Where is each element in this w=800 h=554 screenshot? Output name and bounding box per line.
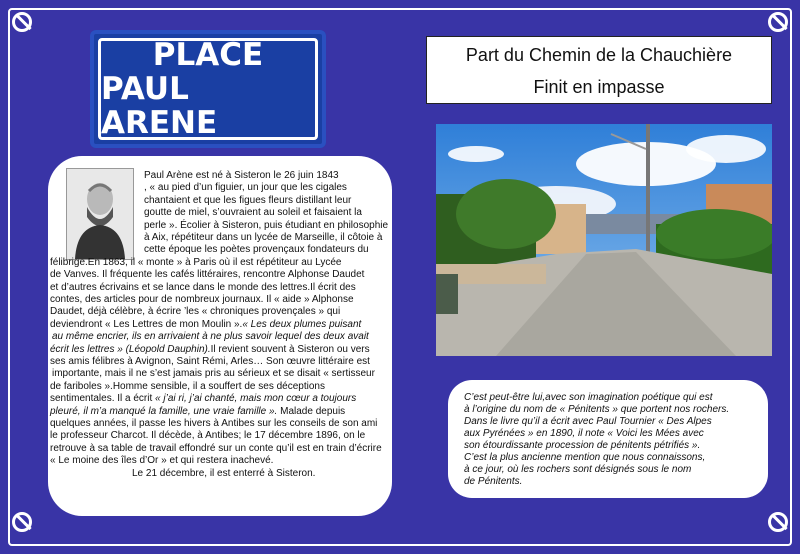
street-sign	[90, 30, 326, 148]
bio-line: importante, mais il ne s’est jamais pris au sérieux et se disait « sertisseur	[52, 368, 375, 380]
biography-panel	[48, 156, 392, 516]
header-line2: Finit en impasse	[533, 77, 665, 97]
bio-line: contes, des articles pour de nombreux journaux. Il « aide » Alphonse	[50, 294, 354, 305]
bio-line: perle ». Écolier à Sisteron, puis étudiant en philosophie	[144, 219, 389, 231]
bio-line: félibrige.En 1863, il « monte » à Paris où il est répétiteur au Lycée	[50, 256, 342, 268]
screw-icon	[12, 12, 32, 32]
bio-line: de Vanves. Il fréquente les cafés littéraires, rencontre Alphonse Daudet	[50, 269, 365, 281]
quote-line: de Pénitents.	[464, 476, 523, 487]
bio-line: ses amis félibres à Avignon, Saint Rémi, Arles… Son œuvre littéraire est	[50, 356, 370, 367]
quote-line: à l’origine du nom de « Pénitents » que portent nos rochers.	[464, 404, 730, 415]
bio-line: Le 21 décembre, il est enterré à Sisteron.	[132, 467, 316, 479]
bio-quote: « Les deux plumes puisant	[242, 318, 362, 330]
screw-icon	[12, 512, 32, 532]
quote-panel	[448, 380, 768, 498]
bio-line: , « au pied d’un figuier, un jour que les cigales	[144, 182, 347, 194]
bio-line: Il revient souvent à Sisteron ou vers	[210, 343, 370, 355]
bio-line: cette époque les poètes provençaux fondateurs du	[144, 244, 369, 256]
quote-line: Dans le livre qu’il a écrit avec Paul Tournier « Des Alpes	[464, 416, 712, 427]
bio-line: Malade depuis	[277, 405, 346, 417]
bio-line: deviendront « Les Lettres de mon Moulin ».	[50, 318, 243, 330]
street-photo	[436, 124, 772, 356]
bio-quote: au même encrier, ils en arrivaient à ne plus savoir lequel des deux avait	[52, 331, 369, 343]
street-photo-image	[436, 124, 772, 356]
bio-quote: écrit les lettres » (Léopold Dauphin).	[50, 343, 211, 355]
bio-quote: « j’ai ri, j’ai chanté, mais mon cœur a toujours	[155, 393, 357, 405]
bio-line: de fariboles ».Homme sensible, il a souffert de ses déceptions	[50, 380, 325, 392]
street-sign-line2: PAUL ARENE	[101, 71, 218, 141]
quote-line: C’est la plus ancienne mention que nous connaissons,	[464, 452, 706, 463]
quote-line: C’est peut-être lui,avec son imagination poétique qui est	[464, 392, 713, 403]
header-line1: Part du Chemin de la Chauchière	[465, 45, 733, 65]
bio-line: et d’autres écrivains et se lance dans le monde des lettres.Il écrit des	[50, 281, 356, 293]
street-sign-line1: PLACE	[152, 37, 264, 73]
quote-line: aux Pyrénées » en 1890, il note « Voici les Mées avec	[464, 428, 704, 439]
bio-line: « Le moine des îles d’Or » et qui restera inachevé.	[50, 455, 274, 467]
bio-line: sentimentales. Il a écrit	[50, 393, 156, 405]
screw-icon	[768, 12, 788, 32]
quote-line: à ce jour, où les rochers sont désignés sous le nom	[464, 464, 692, 475]
bio-line: Paul Arène est né à Sisteron le 26 juin 1843	[144, 170, 339, 181]
header-box	[426, 36, 772, 104]
bio-quote: pleuré, il m’a manqué la famille, une vraie famille ».	[50, 405, 278, 417]
bio-line: goutte de miel, s’ouvraient au soleil et faisaient la	[144, 207, 362, 219]
screw-icon	[768, 512, 788, 532]
bio-line: Daudet, déjà célèbre, à écrire ’les « chroniques provençales » qui	[50, 306, 341, 318]
portrait-image	[66, 168, 134, 260]
quote-line: son étourdissante procession de pénitents pétrifiés ».	[464, 440, 701, 451]
bio-line: retrouve à sa table de travail effondré sur un conte qu’il est en train d’écrire	[50, 442, 382, 454]
bio-line: à Aix, répétiteur dans un lycée de Marseille, il côtoie à	[144, 232, 383, 243]
bio-line: quelques années, il passe les hivers à Antibes sur les conseils de son ami	[50, 418, 378, 429]
bio-line: chantaient et que les figues fleurs distillant leur	[144, 194, 352, 206]
bio-line: le professeur Charcot. Il décède, à Antibes; le 17 décembre 1896, on le	[50, 430, 366, 442]
